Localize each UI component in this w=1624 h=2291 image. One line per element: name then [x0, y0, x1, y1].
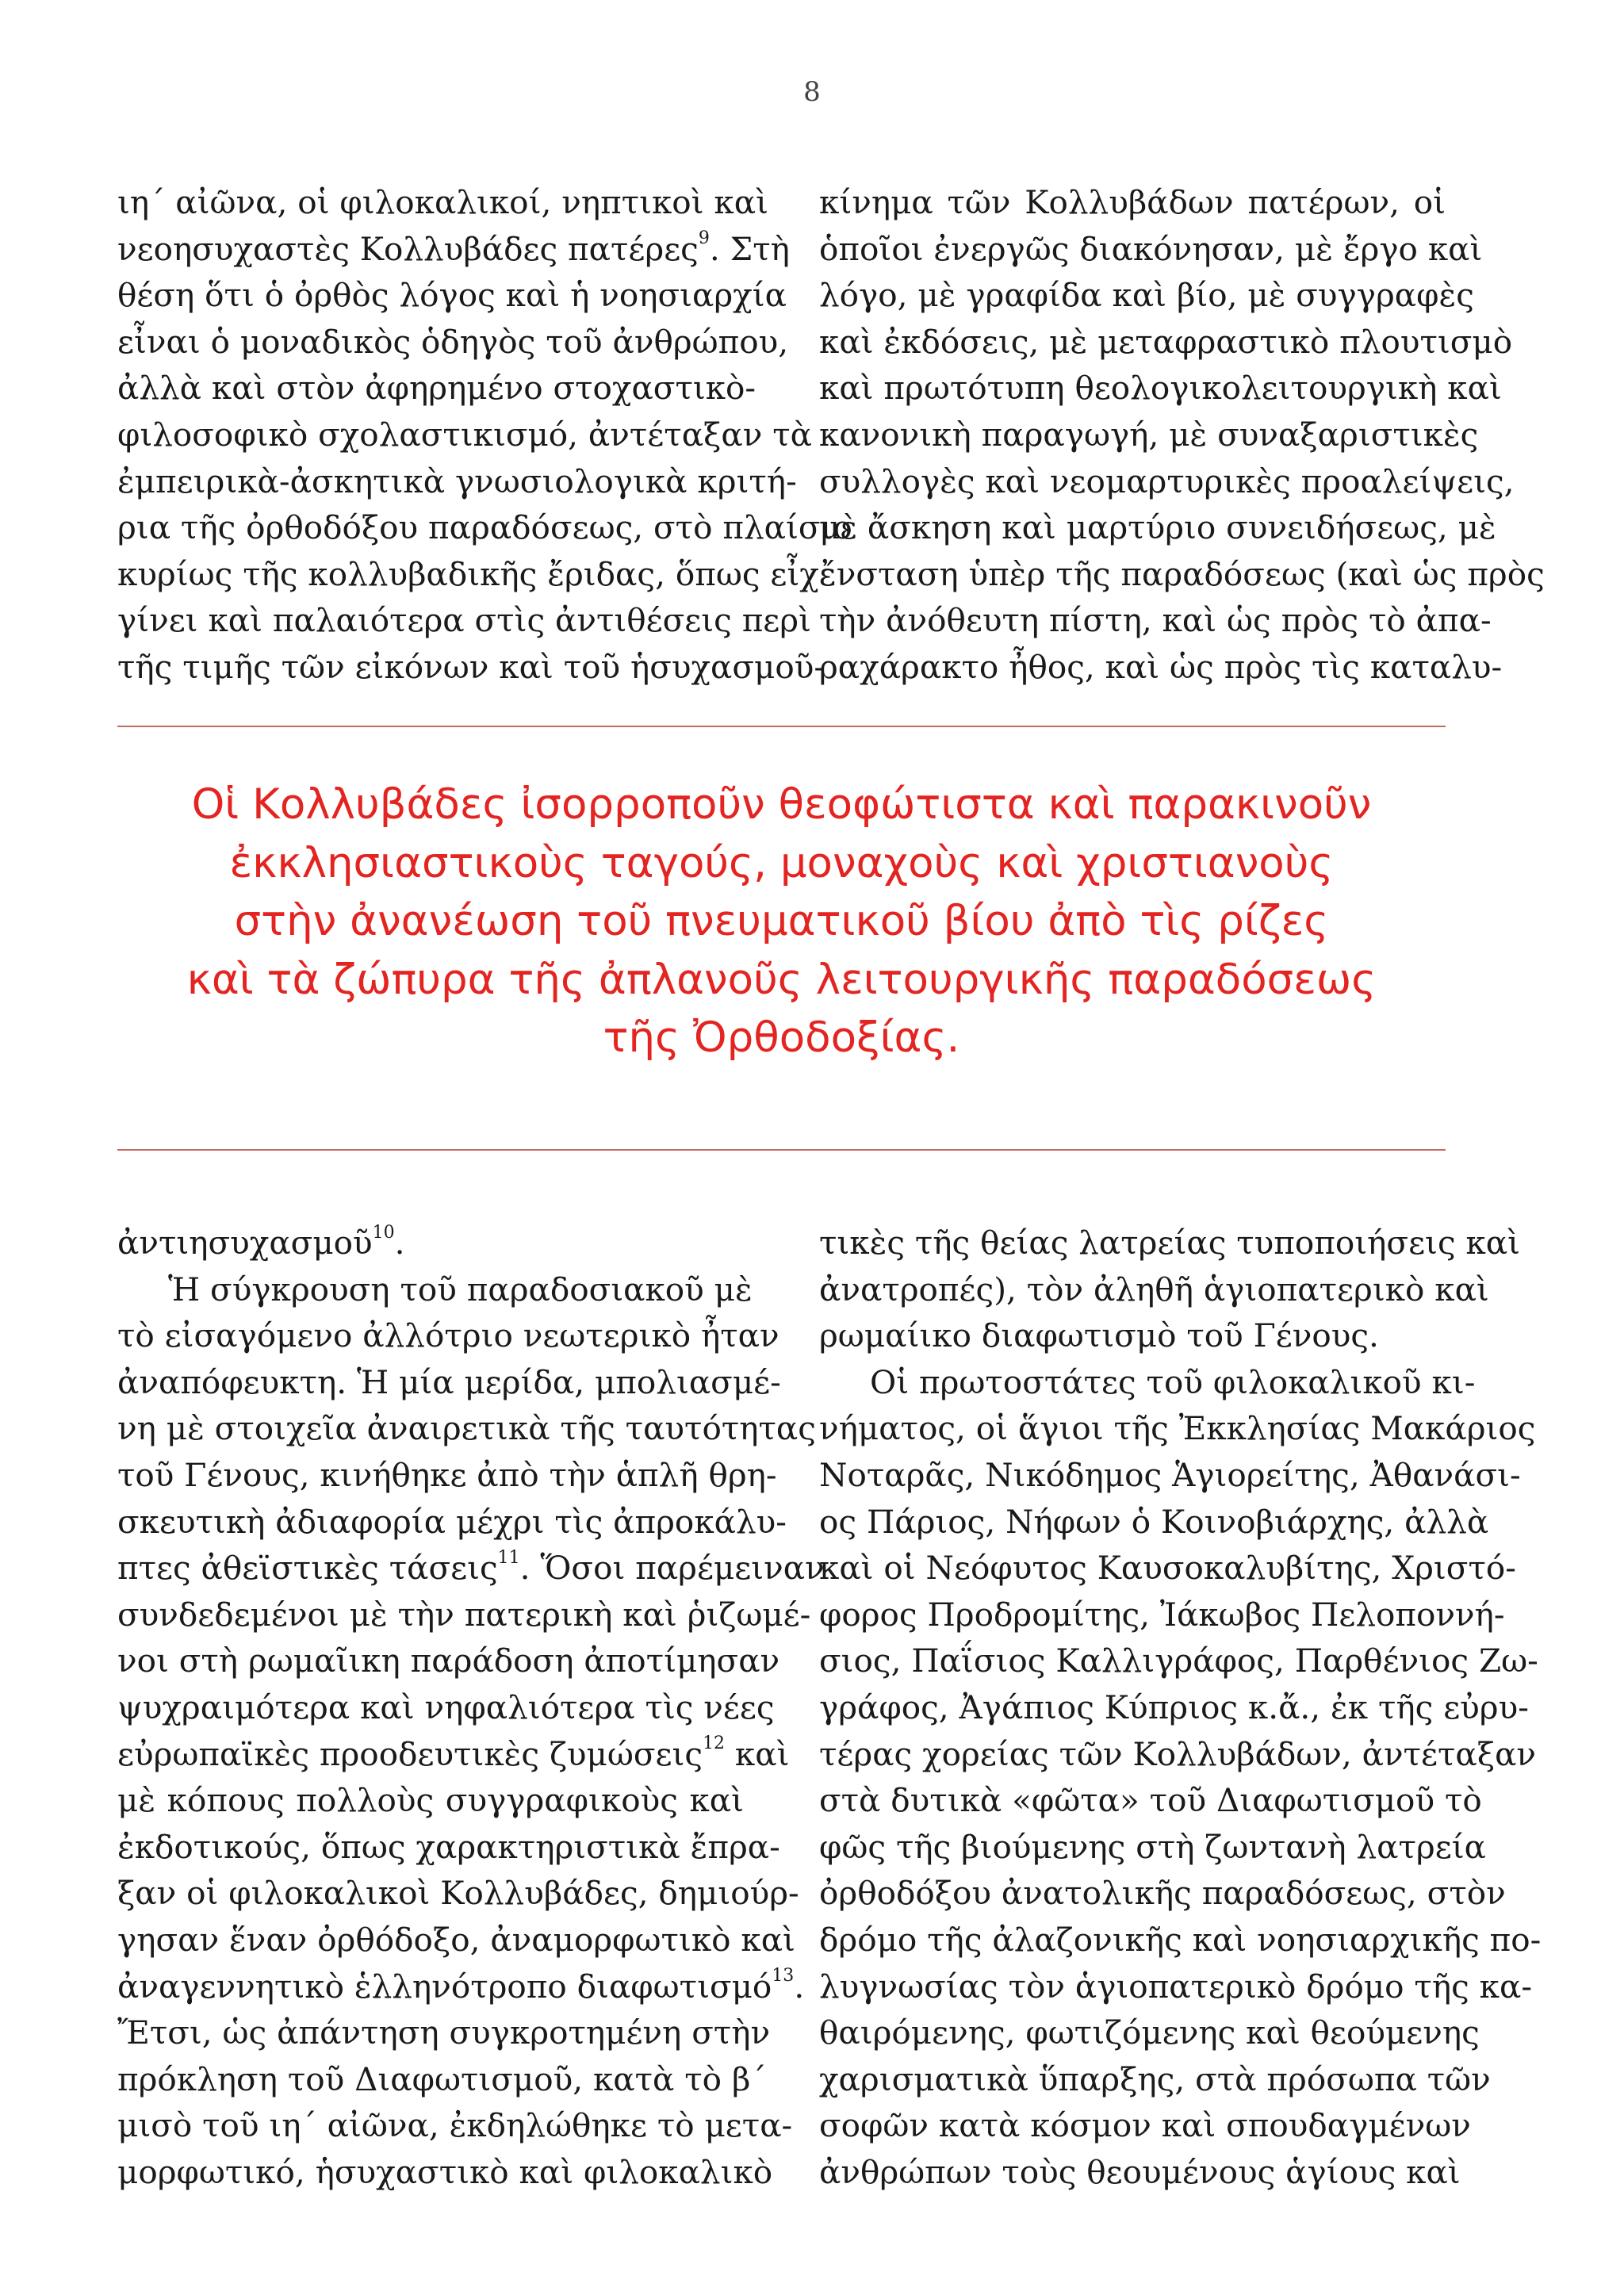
text-line: μορφωτικό, ἡσυχαστικὸ καὶ φιλοκαλικὸ: [117, 2152, 773, 2191]
text-line: χαρισματικὰ ὕπαρξης, στὰ πρόσωπα τῶν: [819, 2059, 1491, 2098]
pullquote-top-rule: [117, 726, 1446, 727]
text-line: ἀνατροπές), τὸν ἀληθῆ ἁγιοπατερικὸ καὶ: [819, 1270, 1489, 1308]
bottom-right-column: [819, 1220, 1542, 2195]
text-line: ἐμπειρικὰ-ἀσκητικὰ γνωσιολογικὰ κριτή-: [117, 462, 797, 500]
text-line: τικὲς τῆς θείας λατρείας τυποποιήσεις καὶ: [819, 1224, 1521, 1262]
text-line: θαιρόμενης, φωτιζόμενης καὶ θεούμενης: [819, 2013, 1480, 2052]
text-line: ψυχραιμότερα καὶ νηφαλιότερα τὶς νέες: [117, 1688, 775, 1726]
text-line: φιλοσοφικὸ σχολαστικισμό, ἀντέταξαν τὰ: [117, 415, 812, 454]
footnote-ref-12: 12: [703, 1734, 726, 1754]
pullquote-line: ἐκκλησιαστικοὺς ταγούς, μοναχοὺς καὶ χριστιανοὺς: [229, 838, 1334, 887]
text-line: κίνημα τῶν Κολλυβάδων πατέρων, οἱ: [819, 183, 1446, 221]
text-line: γράφος, Ἀγάπιος Κύπριος κ.ἄ., ἐκ τῆς εὐρυ-: [819, 1688, 1529, 1726]
text-line: σκευτικὴ ἀδιαφορία μέχρι τὶς ἀπροκάλυ-: [117, 1502, 787, 1541]
top-right-column: [819, 179, 1545, 691]
text-line: τὸ εἰσαγόμενο ἀλλότριο νεωτερικὸ ἦταν: [117, 1316, 779, 1355]
footnote-ref-13: 13: [772, 1966, 795, 1986]
text-line: νήματος, οἱ ἅγιοι τῆς Ἐκκλησίας Μακάριος: [819, 1409, 1536, 1448]
text-line: ἀναπόφευκτη. Ἡ μία μερίδα, μπολιασμέ-: [117, 1362, 781, 1401]
text-line: γησαν ἕναν ὀρθόδοξο, ἀναμορφωτικὸ καὶ: [117, 1920, 795, 1959]
pullquote-line: Οἱ Κολλυβάδες ἰσορροποῦν θεοφώτιστα καὶ παρακινοῦν: [191, 780, 1372, 829]
text-line: νοι στὴ ρωμαῖικη παράδοση ἀποτίμησαν: [117, 1642, 780, 1680]
text-line: φορος Προδρομίτης, Ἰάκωβος Πελοποννή-: [819, 1595, 1505, 1634]
text-line: μὲ κόπους πολλοὺς συγγραφικοὺς καὶ: [117, 1781, 744, 1820]
text-segment: .: [394, 1224, 405, 1262]
text-line: Νοταρᾶς, Νικόδημος Ἁγιορείτης, Ἀθανάσι-: [819, 1455, 1521, 1494]
text-line: μισὸ τοῦ ιη΄ αἰῶνα, ἐκδηλώθηκε τὸ μετα-: [117, 2106, 793, 2145]
text-line: σιος, Παΐσιος Καλλιγράφος, Παρθένιος Ζω-: [819, 1642, 1538, 1680]
text-line: κανονικὴ παραγωγή, μὲ συναξαριστικὲς: [819, 415, 1479, 454]
text-line: στὰ δυτικὰ «φῶτα» τοῦ Διαφωτισμοῦ τὸ: [819, 1781, 1482, 1820]
text-line: ἀλλὰ καὶ στὸν ἀφηρημένο στοχαστικὸ-: [117, 369, 756, 408]
text-line: ος Πάριος, Νήφων ὁ Κοινοβιάρχης, ἀλλὰ: [819, 1502, 1489, 1541]
text-line: Ἡ σύγκρουση τοῦ παραδοσιακοῦ μὲ: [168, 1270, 753, 1308]
text-line: γίνει καὶ παλαιότερα στὶς ἀντιθέσεις περὶ: [117, 601, 811, 640]
text-line: ρωμαίικο διαφωτισμὸ τοῦ Γένους.: [819, 1316, 1379, 1355]
pullquote-bottom-rule: [117, 1149, 1446, 1151]
text-line: εἶναι ὁ μοναδικὸς ὁδηγὸς τοῦ ἀνθρώπου,: [117, 322, 789, 361]
pullquote-line: τῆς Ὀρθοδοξίας.: [603, 1013, 960, 1062]
text-line: καὶ πρωτότυπη θεολογικολειτουργικὴ καὶ: [819, 369, 1502, 408]
text-line: ρια τῆς ὀρθοδόξου παραδόσεως, στὸ πλαίσιο: [117, 508, 852, 547]
text-line: ιη΄ αἰῶνα, οἱ φιλοκαλικοί, νηπτικοὶ καὶ: [117, 183, 768, 221]
text-line: [117, 1963, 805, 2010]
text-line: ξαν οἱ φιλοκαλικοὶ Κολλυβάδες, δημιούρ-: [117, 1874, 799, 1913]
pullquote: [117, 776, 1446, 1067]
text-line: νη μὲ στοιχεῖα ἀναιρετικὰ τῆς ταυτότητας: [117, 1409, 816, 1448]
text-line: [117, 1545, 825, 1592]
text-segment: .: [794, 1967, 805, 2006]
text-segment: καὶ: [725, 1734, 790, 1773]
page-number: 8: [803, 76, 821, 108]
text-line: πρόκληση τοῦ Διαφωτισμοῦ, κατὰ τὸ β΄: [117, 2059, 767, 2098]
text-segment: πτες ἀθεϊστικὲς τάσεις: [117, 1549, 498, 1588]
text-line: σοφῶν κατὰ κόσμον καὶ σπουδαγμένων: [819, 2106, 1471, 2145]
text-line: [117, 226, 790, 273]
text-line: τοῦ Γένους, κινήθηκε ἀπὸ τὴν ἁπλῆ θρη-: [117, 1455, 777, 1494]
text-segment: ἀναγεννητικὸ ἑλληνότροπο διαφωτισμό: [117, 1967, 772, 2006]
text-line: ἀνθρώπων τοὺς θεουμένους ἁγίους καὶ: [819, 2152, 1461, 2191]
text-segment: ἀντιησυχασμοῦ: [117, 1224, 373, 1262]
text-line: συλλογὲς καὶ νεομαρτυρικὲς προαλείψεις,: [819, 462, 1515, 500]
text-segment: . Ὅσοι παρέμειναν: [519, 1549, 825, 1588]
text-line: καὶ ἐκδόσεις, μὲ μεταφραστικὸ πλουτισμὸ: [819, 322, 1513, 361]
text-line: Ἔτσι, ὡς ἀπάντηση συγκροτημένη στὴν: [117, 2013, 771, 2052]
footnote-ref-10: 10: [372, 1222, 395, 1243]
text-line: Οἱ πρωτοστάτες τοῦ φιλοκαλικοῦ κι-: [870, 1362, 1476, 1401]
pullquote-line: καὶ τὰ ζώπυρα τῆς ἀπλανοῦς λειτουργικῆς παραδόσεως: [186, 955, 1377, 1004]
text-line: δρόμο τῆς ἀλαζονικῆς καὶ νοησιαρχικῆς πο-: [819, 1920, 1542, 1959]
text-line: τὴν ἀνόθευτη πίστη, καὶ ὡς πρὸς τὸ ἀπα-: [819, 601, 1492, 640]
top-left-column: [117, 179, 852, 691]
text-line: ραχάρακτο ἦθος, καὶ ὡς πρὸς τὶς καταλυ-: [819, 647, 1503, 686]
text-segment: . Στὴ: [709, 229, 790, 268]
text-line: συνδεδεμένοι μὲ τὴν πατερικὴ καὶ ῥιζωμέ-: [117, 1595, 811, 1634]
text-line: λυγνωσίας τὸν ἁγιοπατερικὸ δρόμο τῆς κα-: [819, 1967, 1533, 2006]
text-line: τῆς τιμῆς τῶν εἰκόνων καὶ τοῦ ἡσυχασμοῦ-: [117, 647, 825, 686]
text-line: ὀρθοδόξου ἀνατολικῆς παραδόσεως, στὸν: [819, 1874, 1506, 1913]
text-line: ὁποῖοι ἐνεργῶς διακόνησαν, μὲ ἔργο καὶ: [819, 229, 1483, 268]
text-line: μὲ ἄσκηση καὶ μαρτύριο συνειδήσεως, μὲ: [819, 508, 1496, 547]
text-line: καὶ οἱ Νεόφυτος Καυσοκαλυβίτης, Χριστό-: [819, 1549, 1516, 1588]
text-segment: εὐρωπαϊκὲς προοδευτικὲς ζυμώσεις: [117, 1734, 703, 1773]
bottom-left-column: [117, 1220, 825, 2195]
text-segment: νεοησυχαστὲς Κολλυβάδες πατέρες: [117, 229, 699, 268]
text-line: τέρας χορείας τῶν Κολλυβάδων, ἀντέταξαν: [819, 1734, 1537, 1773]
text-line: [117, 1220, 744, 1266]
text-line: ἔνσταση ὑπὲρ τῆς παραδόσεως (καὶ ὡς πρὸς: [819, 554, 1545, 593]
footnote-ref-11: 11: [497, 1547, 520, 1568]
pullquote-line: στὴν ἀνανέωση τοῦ πνευματικοῦ βίου ἀπὸ τὶς ρίζες: [234, 897, 1329, 945]
text-line: θέση ὅτι ὁ ὀρθὸς λόγος καὶ ἡ νοησιαρχία: [117, 276, 787, 315]
text-line: φῶς τῆς βιούμενης στὴ ζωντανὴ λατρεία: [819, 1827, 1486, 1866]
text-line: [117, 1731, 790, 1778]
text-line: ἐκδοτικούς, ὅπως χαρακτηριστικὰ ἔπρα-: [117, 1827, 780, 1866]
text-line: λόγο, μὲ γραφίδα καὶ βίο, μὲ συγγραφὲς: [819, 276, 1474, 315]
footnote-ref-9: 9: [698, 228, 710, 249]
text-line: κυρίως τῆς κολλυβαδικῆς ἔριδας, ὅπως εἶχε: [117, 554, 836, 593]
